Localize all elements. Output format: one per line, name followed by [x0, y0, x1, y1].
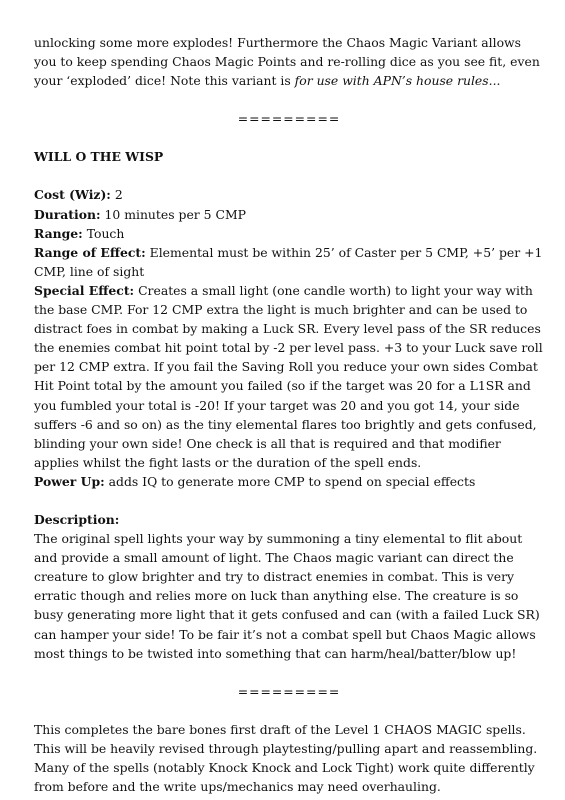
description-heading: Description:: [34, 511, 120, 527]
duration-line: [34, 205, 544, 224]
range-of-effect-line: [34, 243, 544, 281]
power-up-line: [34, 472, 544, 491]
power-up-label: Power Up:: [34, 473, 105, 489]
description-text: The original spell lights your way by summoning a tiny elemental to flit about and provide a small amount of light. The Chaos magic variant can direct the creature to glow brighter and try to distract enemies in combat. This is very erratic though and relies more on luck than anything else. The creature is so busy generating more light that it gets confused and can (with a failed Luck SR) can hamper your side! To be fair it’s not a combat spell but Chaos Magic allows most things to be twisted into something that can harm/heal/batter/blow up!: [34, 531, 540, 661]
cost-label: Cost (Wiz):: [34, 187, 111, 203]
special-effect-value: Creates a small light (one candle worth) to light your way with the base CMP. For 12 CMP extra the light is much brighter and can be used to distract foes in combat by making a Luck SR. Every level pass of the SR reduces the enemies combat hit point total by -2 per level pass. +3 to your Luck save roll per 12 CMP extra. If you fail the Saving Roll you reduce your own sides Combat Hit Point total by the amount you failed (so if the target was 20 for a L1SR and you fumbled your total is -20! If your target was 20 and you got 14, your side suffers -6 and so on) as the tiny elemental flares too brightly and gets confused, blinding your own side! One check is all that is required and that modifier applies whilst the fight lasts or the duration of the spell ends.: [34, 282, 543, 470]
power-up-value: adds IQ to generate more CMP to spend on special effects: [104, 473, 476, 489]
range-of-effect-label: Range of Effect:: [34, 244, 146, 260]
duration-value: 10 minutes per 5 CMP: [100, 206, 246, 222]
separator-1: =========: [237, 111, 341, 127]
description-section: [34, 510, 544, 663]
spell-title: WILL O THE WISP: [34, 149, 164, 165]
special-effect-line: [34, 281, 544, 472]
range-line: [34, 224, 544, 243]
spell-stats: [34, 185, 544, 491]
intro-text: unlocking some more explodes! Furthermore the Chaos Magic Variant allows you to keep spending Chaos Magic Points and re-rolling dice as you see fit, even your ‘exploded’ dice! Note this variant is: [34, 35, 540, 89]
range-value: Touch: [82, 225, 125, 241]
intro-paragraph: [34, 33, 544, 90]
document-page: [34, 33, 544, 796]
special-effect-label: Special Effect:: [34, 282, 135, 298]
closing-paragraph: This completes the bare bones first draft of the Level 1 CHAOS MAGIC spells. This will be heavily revised through playtesting/pulling apart and reassembling. Many of the spells (notably Knock Knock and Lock Tight) work quite differently from before and the write ups/mechanics may need overhauling.: [34, 721, 538, 795]
range-label: Range:: [34, 225, 83, 241]
cost-line: [34, 185, 544, 204]
cost-value: 2: [110, 187, 123, 203]
intro-italic-note: for use with APN’s house rules...: [294, 73, 501, 89]
range-of-effect-value: Elemental must be within 25’ of Caster per 5 CMP, +5’ per +1 CMP, line of sight: [34, 244, 543, 279]
duration-label: Duration:: [34, 206, 101, 222]
separator-2: =========: [237, 683, 341, 699]
